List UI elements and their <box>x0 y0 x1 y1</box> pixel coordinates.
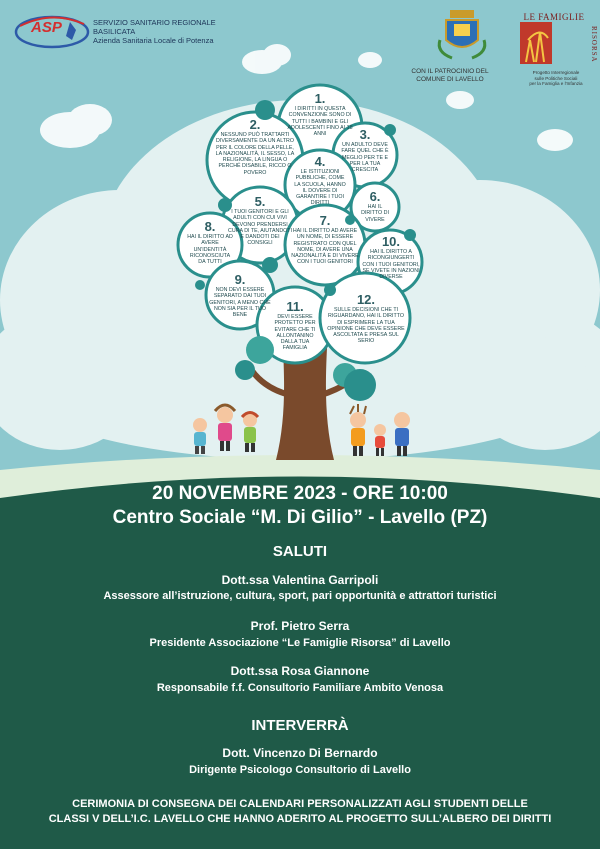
speaker-3-name: Dott.ssa Rosa Giannone <box>230 664 370 678</box>
asp-logo-text: ASP <box>31 19 62 36</box>
footer-line-2: CLASSI V DELL’I.C. LAVELLO CHE HANNO ADERITO AL PROGETTO SULL’ALBERO DEI DIRITTI <box>48 813 552 825</box>
right-2-number: 2. <box>249 117 261 132</box>
footer-line-1: CERIMONIA DI CONSEGNA DEI CALENDARI PERSONALIZZATI AGLI STUDENTI DELLE <box>72 798 528 810</box>
right-2-text: NESSUNO PUÒ TRATTARTI DIVERSAMENTE DA UN ALTRO PER IL COLORE DELLA PELLE, LA NAZIONALITÀ, IL SESSO, LA RELIGIONE, LA LINGUA O PERCHÉ DISABILE, RICCO O POVERO <box>215 132 295 176</box>
right-9-number: 9. <box>234 272 246 287</box>
right-2 <box>213 118 297 176</box>
asp-line-3: Azienda Sanitaria Locale di Potenza <box>93 36 214 45</box>
asp-line-2: BASILICATA <box>93 27 136 36</box>
speaker-1-role: Assessore all’istruzione, cultura, sport, pari opportunità e attrattori turistici <box>103 590 497 602</box>
famiglie-risorsa-logo <box>520 22 552 64</box>
interverra-heading: INTERVERRÀ <box>251 717 349 734</box>
right-5 <box>228 195 292 247</box>
guest-name: Dott. Vincenzo Di Bernardo <box>222 746 378 760</box>
right-4-text: LE ISTITUZIONI PUBBLICHE, COME LA SCUOLA, HANNO IL DOVERE DI GARANTIRE I TUOI DIRITTI <box>294 169 346 207</box>
right-10-text: HAI IL DIRITTO A RICONGIUNGERTI CON I TUOI GENITORI, SE VIVETE IN NAZIONI DIVERSE <box>362 249 420 281</box>
famiglie-title-1: LE FAMIGLIE <box>523 12 585 22</box>
right-11 <box>268 300 322 352</box>
right-8-number: 8. <box>204 219 216 234</box>
event-date: 20 NOVEMBRE 2023 - ORE 10:00 <box>152 483 448 504</box>
speaker-1-name: Dott.ssa Valentina Garripoli <box>221 573 379 587</box>
right-11-number: 11. <box>286 299 304 314</box>
famiglie-sub-2: sulle Politiche Sociali <box>534 75 578 81</box>
patronage-line-1: CON IL PATROCINIO DEL <box>411 68 489 75</box>
right-6-text: HAI IL DIRITTO DI VIVERE <box>361 204 389 223</box>
patronage-text <box>400 68 500 84</box>
right-4 <box>292 155 348 207</box>
right-3-number: 3. <box>359 127 371 142</box>
asp-line-1: SERVIZIO SANITARIO REGIONALE <box>93 18 216 27</box>
right-8 <box>186 220 234 265</box>
speaker-2-name: Prof. Pietro Serra <box>250 619 350 633</box>
speaker-3-role: Responsabile f.f. Consultorio Familiare Ambito Venosa <box>156 682 444 694</box>
right-9 <box>208 273 272 318</box>
right-4-number: 4. <box>314 154 326 169</box>
right-12 <box>327 293 405 345</box>
famiglie-subtitle <box>514 70 598 87</box>
right-10-number: 10. <box>381 234 401 249</box>
right-7-number: 7. <box>319 213 331 228</box>
saluti-heading: SALUTI <box>272 543 328 560</box>
right-12-text: SULLE DECISIONI CHE TI RIGUARDANO, HAI IL DIRITTO DI ESPRIMERE LA TUA OPINIONE CHE DEVE ESSERE ASCOLTATA E PRESA SUL SERIO <box>327 307 405 345</box>
right-1-text: I DIRITTI IN QUESTA CONVENZIONE SONO DI TUTTI I BAMBINI E GLI ADOLESCENTI FINO AI 18 ANNI <box>287 106 353 138</box>
right-3-text: UN ADULTO DEVE FARE QUEL CHE È MEGLIO PER TE E PER LA TUA CRESCITA <box>341 142 389 174</box>
right-7 <box>291 214 359 266</box>
right-9-text: NON DEVI ESSERE SEPARATO DAI TUOI GENITORI, A MENO CHE NON SIA PER IL TUO BENE <box>209 287 271 319</box>
right-12-number: 12. <box>356 292 376 307</box>
right-5-text: I TUOI GENITORI E GLI ADULTI CON CUI VIVI DEVONO PRENDERSI CURA DI TE, AIUTANDOTI E DANDOTI DEI CONSIGLI <box>228 209 292 247</box>
patronage-line-2: COMUNE DI LAVELLO <box>416 76 484 83</box>
guest-role: Dirigente Psicologo Consultorio di Lavello <box>189 764 411 776</box>
right-1-number: 1. <box>314 91 326 106</box>
right-7-text: HAI IL DIRITTO AD AVERE UN NOME, DI ESSERE REGISTRATO CON QUEL NOME, DI AVERE UNA NAZIONALITÀ E DI VIVERE CON I TUOI GENITORI <box>291 228 359 266</box>
right-6-number: 6. <box>369 189 381 204</box>
right-10 <box>362 235 420 280</box>
asp-header-text <box>31 18 216 45</box>
famiglie-risorsa-text <box>508 12 600 86</box>
speaker-2-role: Presidente Associazione “Le Famiglie Risorsa” di Lavello <box>149 637 451 649</box>
right-8-text: HAI IL DIRITTO AD AVERE UN'IDENTITÀ RICONOSCIUTA DA TUTTI <box>187 234 233 266</box>
right-11-text: DEVI ESSERE PROTETTO PER EVITARE CHE TI ALLONTANINO DALLA TUA FAMIGLIA <box>274 314 316 352</box>
right-5-number: 5. <box>254 194 266 209</box>
famiglie-sub-3: per la Famiglia e l'Infanzia <box>529 81 583 86</box>
event-venue: Centro Sociale “M. Di Gilio” - Lavello (PZ) <box>112 507 488 528</box>
famiglie-title-2: RISORSA <box>590 26 598 63</box>
famiglie-sub-1: Progetto Interregionale <box>532 70 580 75</box>
right-6 <box>358 190 392 223</box>
